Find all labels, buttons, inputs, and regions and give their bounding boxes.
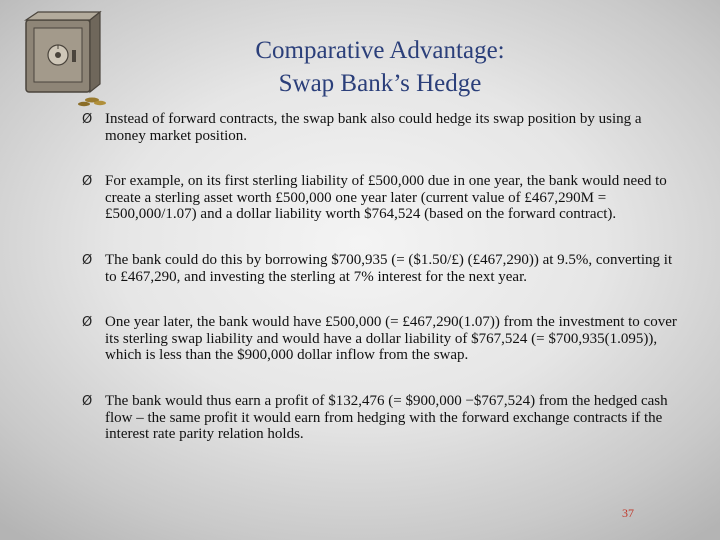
arrow-bullet-icon: Ø bbox=[82, 393, 93, 409]
safe-icon bbox=[14, 8, 110, 108]
bullet-text: The bank would thus earn a profit of $132,476 (= $900,000 −$767,524) from the hedged cash flow – the same profit it would earn from hedging with the forward exchange contracts if the interest rate parity relation holds. bbox=[105, 392, 668, 443]
slide-title bbox=[160, 34, 600, 100]
bullet-item bbox=[82, 314, 682, 364]
title-line-1: Comparative Advantage: bbox=[255, 37, 505, 64]
bullet-text: The bank could do this by borrowing $700,935 (= ($1.50/£) (£467,290)) at 9.5%, converting it to £467,290, and investing the sterling at 7% interest for the next year. bbox=[105, 251, 673, 285]
bullet-list bbox=[82, 111, 682, 443]
arrow-bullet-icon: Ø bbox=[82, 112, 93, 127]
page-number: 37 bbox=[622, 506, 634, 520]
arrow-bullet-icon: Ø bbox=[82, 174, 93, 190]
bullet-text: One year later, the bank would have £500,000 (= £467,290(1.07)) from the investment to cover its sterling swap liability and would have a dollar liability of $767,524 (= $700,935(1.095)), which is less than the $900,000 dollar inflow from the swap. bbox=[105, 314, 677, 364]
bullet-item bbox=[82, 111, 682, 144]
bullet-item bbox=[82, 173, 682, 223]
title-line-2: Swap Bank’s Hedge bbox=[278, 70, 482, 97]
bullet-text: For example, on its first sterling liability of £500,000 due in one year, the bank would need to create a sterling asset worth £500,000 one year later (current value of £467,290M = £500,000/1.07) and a dollar liability worth $764,524 (based on the forward contract). bbox=[105, 173, 667, 223]
arrow-bullet-icon: Ø bbox=[82, 252, 93, 268]
arrow-bullet-icon: Ø bbox=[82, 315, 93, 331]
bullet-item bbox=[82, 393, 682, 443]
bullet-item bbox=[82, 252, 682, 285]
bullet-text: Instead of forward contracts, the swap bank also could hedge its swap position by using a money market position. bbox=[105, 111, 642, 144]
